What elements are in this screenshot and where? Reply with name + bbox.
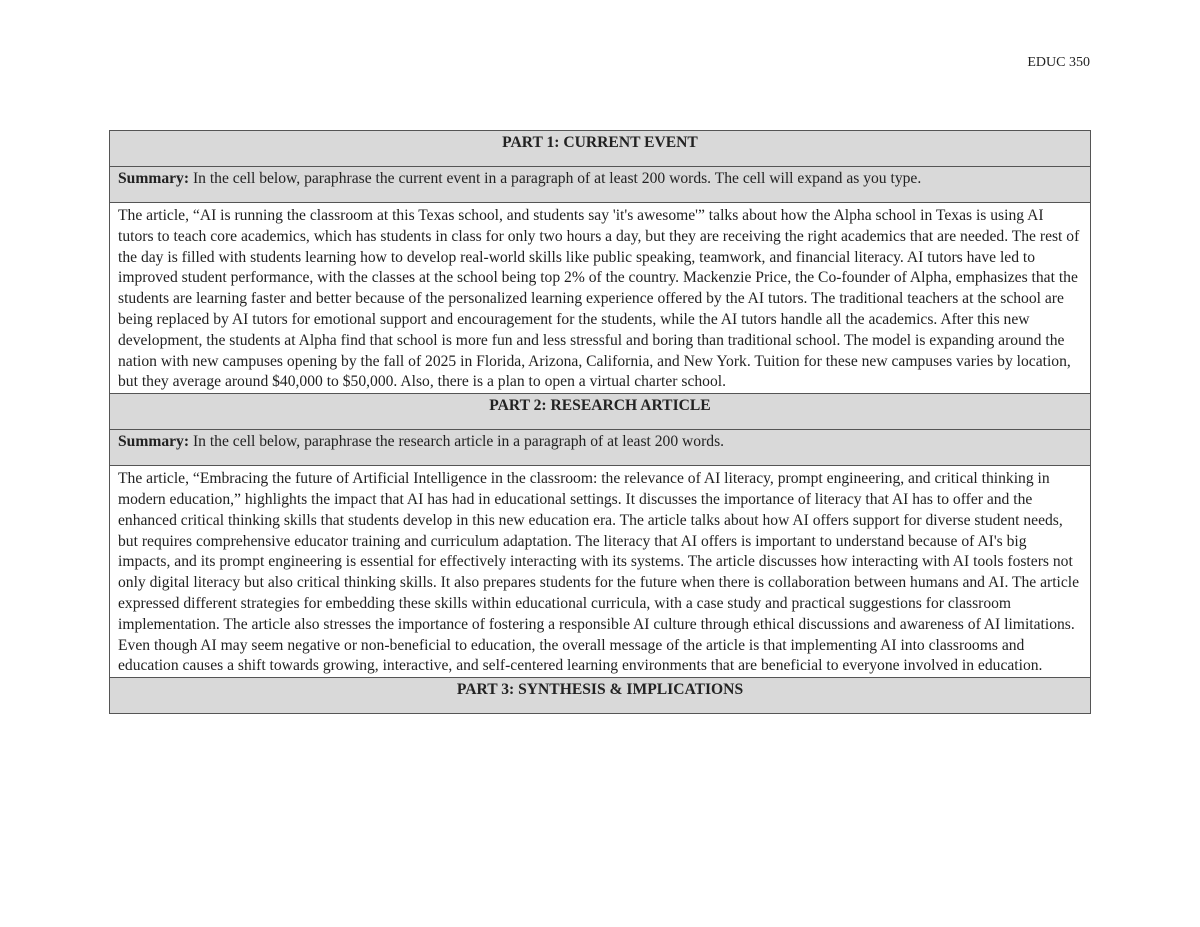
- part1-title: PART 1: CURRENT EVENT: [110, 131, 1091, 167]
- part2-title: PART 2: RESEARCH ARTICLE: [110, 394, 1091, 430]
- part1-body-row: [110, 203, 1091, 394]
- part1-prompt-text: In the cell below, paraphrase the current event in a paragraph of at least 200 words. The cell will expand as you type.: [189, 170, 922, 187]
- part2-prompt-row: [110, 430, 1091, 466]
- part2-header-row: [110, 394, 1091, 430]
- part3-title: PART 3: SYNTHESIS & IMPLICATIONS: [110, 678, 1091, 714]
- part1-prompt-cell: [110, 167, 1091, 203]
- part2-body-row: [110, 466, 1091, 678]
- part2-prompt-cell: [110, 430, 1091, 466]
- part3-header-row: [110, 678, 1091, 714]
- part1-prompt-row: [110, 167, 1091, 203]
- part2-summary-label: Summary:: [118, 433, 190, 451]
- assignment-table: [109, 130, 1091, 714]
- course-header: EDUC 350: [1027, 55, 1090, 70]
- part2-prompt-text: In the cell below, paraphrase the research article in a paragraph of at least 200 words.: [189, 433, 725, 451]
- part1-header-row: [110, 131, 1091, 167]
- part1-summary-text[interactable]: The article, “AI is running the classroom at this Texas school, and students say 'it's awesome'” talks about how the Alpha school in Texas is using AI tutors to teach core academics, which has students in class for only two hours a day, but they are receiving the right academics that are needed. The rest of the day is filled with students learning how to develop real-world skills like public speaking, teamwork, and financial literacy. AI tutors have led to improved student performance, with the classes at the school being top 2% of the country. Mackenzie Price, the Co-founder of Alpha, emphasizes that the students are learning faster and better because of the personalized learning experience offered by the AI tutors. The traditional teachers at the school are being replaced by AI tutors for emotional support and encouragement for the students, while the AI tutors handle all the academics. After this new development, the students at Alpha find that school is more fun and less stressful and boring than traditional school. The model is expanding around the nation with new campuses opening by the fall of 2025 in Florida, Arizona, California, and New York. Tuition for these new campuses varies by location, but they average around $40,000 to $50,000. Also, there is a plan to open a virtual charter school.: [110, 203, 1091, 394]
- part2-summary-text[interactable]: The article, “Embracing the future of Artificial Intelligence in the classroom: the relevance of AI literacy, prompt engineering, and critical thinking in modern education,” highlights the impact that AI has had in educational settings. It discusses the importance of literacy that AI has to offer and the enhanced critical thinking skills that students develop in this new education era. The article talks about how AI offers support for diverse student needs, but requires comprehensive educator training and curriculum adaptation. The literacy that AI offers is important to understand because of AI's big impacts, and its prompt engineering is essential for effectively interacting with its systems. The article discusses how interacting with AI tools fosters not only digital literacy but also critical thinking skills. It also prepares students for the future when there is collaboration between humans and AI. The article expressed different strategies for embedding these skills within educational curricula, with a case study and practical suggestions for classroom implementation. The article also stresses the importance of fostering a responsible AI culture through ethical discussions and awareness of AI limitations. Even though AI may seem negative or non-beneficial to education, the overall message of the article is that implementing AI into classrooms and education causes a shift towards growing, interactive, and self-centered learning environments that are beneficial to everyone involved in education.: [110, 466, 1091, 678]
- part1-summary-label: Summary:: [118, 170, 190, 187]
